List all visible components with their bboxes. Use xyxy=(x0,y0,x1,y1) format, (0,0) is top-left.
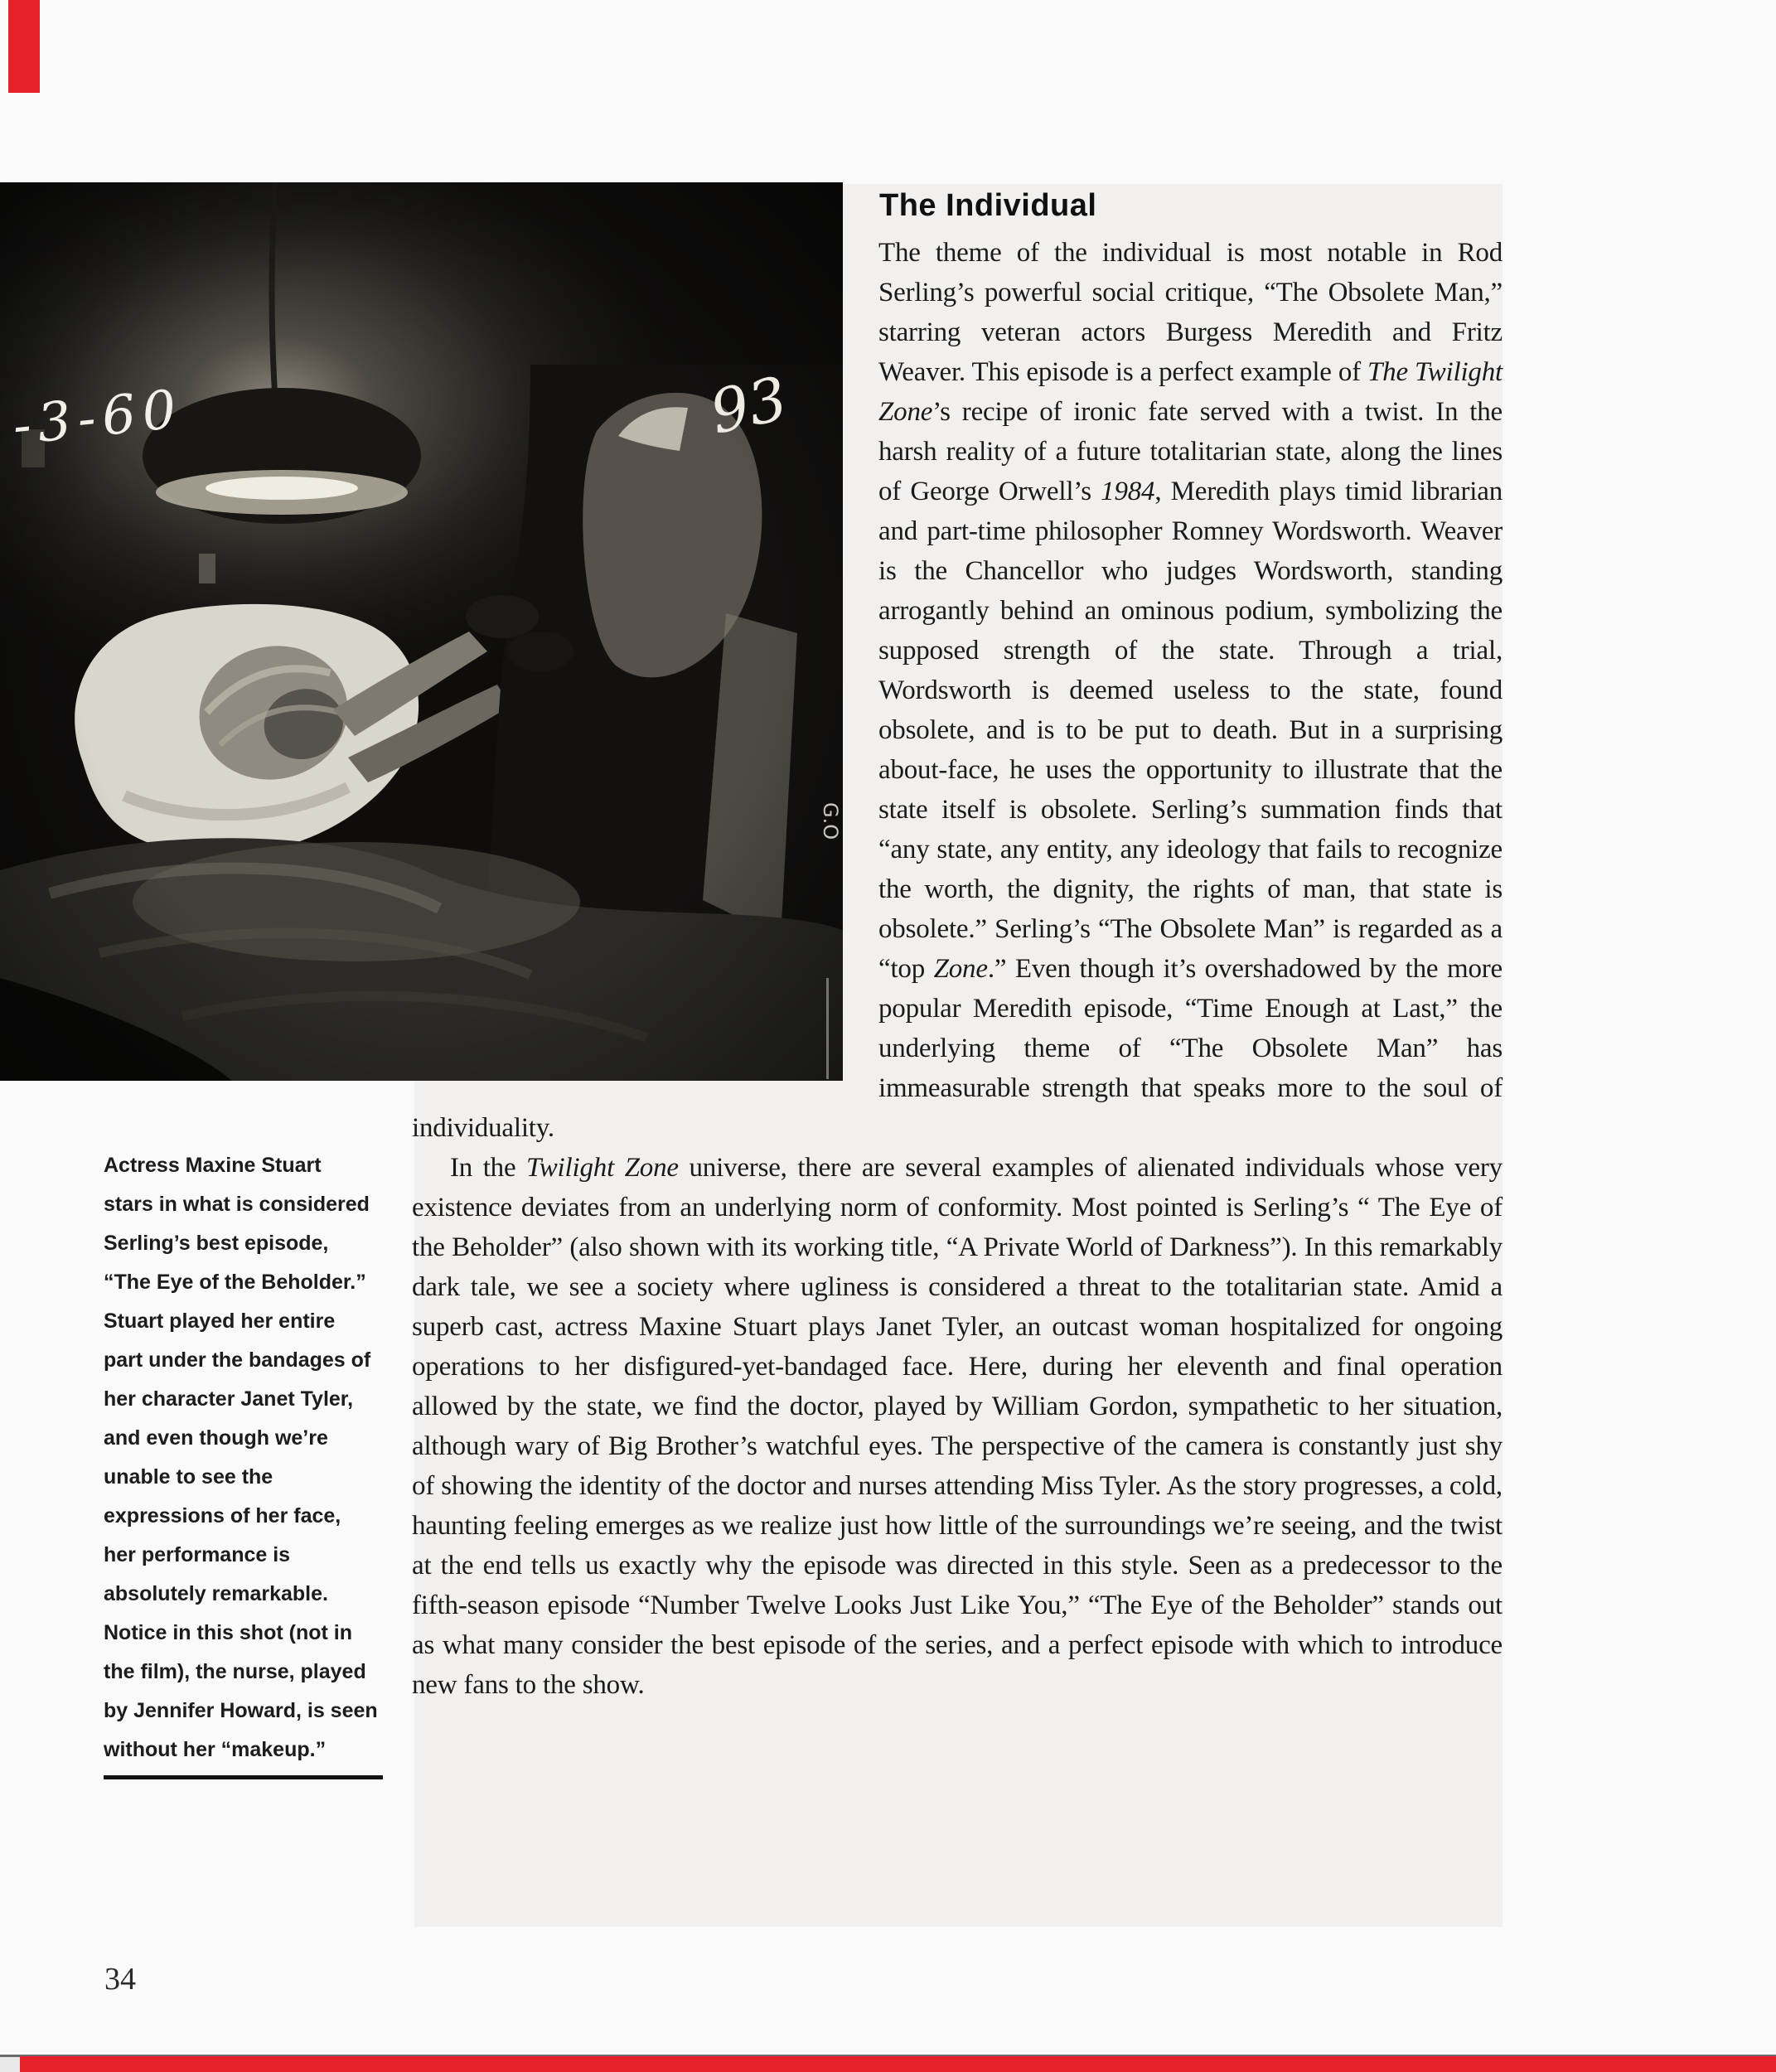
body-text-segment: .” Even though it’s overshadowed by the more popular Meredith episode, “Time Enough at Last,” the underlying theme of “The Obsolete Man” has immeasurable strength that speaks more to the soul of individuality. xyxy=(412,954,1503,1143)
caption-line: Actress Maxine Stuart xyxy=(104,1154,322,1177)
italic-title-text: Twilight Zone xyxy=(526,1153,679,1183)
caption-line: Serling’s best episode, xyxy=(104,1232,329,1255)
scan-red-strip-bottom xyxy=(20,2056,1776,2072)
caption-line: “The Eye of the Beholder.” xyxy=(104,1271,366,1294)
paragraph-eye-of-the-beholder xyxy=(412,1148,1503,1705)
body-text-segment: , Meredith plays timid librarian and part-time philosopher Romney Wordsworth. Weaver is the Chancellor who judges Wordsworth, standing arrogantly behind an ominous podium, symbolizing the supposed strength of the state. Through a trial, Wordsworth is deemed useless to the state, found obsolete, and is to be put to death. But in a surprising about-face, he uses the opportunity to illustrate that the state itself is obsolete. Serling’s summation finds that “any state, any entity, any ideology that fails to recognize the worth, the dignity, the rights of man, that state is obsolete.” Serling’s “The Obsolete Man” is regarded as a “top xyxy=(878,477,1503,984)
caption-line: by Jennifer Howard, is seen xyxy=(104,1699,378,1722)
caption-line: unable to see the xyxy=(104,1465,273,1489)
caption-line: her performance is xyxy=(104,1543,291,1566)
section-heading: The Individual xyxy=(879,188,1097,223)
caption-line: expressions of her face, xyxy=(104,1504,341,1527)
page-number: 34 xyxy=(104,1962,136,1997)
caption-line: Stuart played her entire xyxy=(104,1310,336,1333)
photo-caption xyxy=(104,1146,399,1769)
caption-line: and even though we’re xyxy=(104,1426,328,1450)
caption-line: stars in what is considered xyxy=(104,1193,370,1216)
caption-line: her character Janet Tyler, xyxy=(104,1387,354,1411)
caption-line: without her “makeup.” xyxy=(104,1738,327,1761)
body-text-segment: universe, there are several examples of alienated individuals whose very existence deviates from an underlying norm of conformity. Most pointed is Serling’s “ The Eye of the Beholder” (also shown with its working title, “A Private World of Darkness”). In this remarkably dark tale, we see a society where ugliness is considered a threat to the totalitarian state. Amid a superb cast, actress Maxine Stuart plays Janet Tyler, an outcast woman hospitalized for ongoing operations to her disfigured-yet-bandaged face. Here, during her eleventh and final operation allowed by the state, we find the doctor, played by William Gordon, sympathetic to her situation, although wary of Big Brother’s watchful eyes. The perspective of the camera is constantly just shy of showing the identity of the doctor and nurses attending Miss Tyler. As the story progresses, a cold, haunting feeling emerges as we realize just how little of the surroundings we’re seeing, and the twist at the end tells us exactly why the episode was directed in this style. Seen as a predecessor to the fifth-season episode “Number Twelve Looks Just Like You,” “The Eye of the Beholder” stands out as what many consider the best episode of the series, and a perfect episode with which to introduce new fans to the show. xyxy=(412,1153,1503,1700)
film-edge-mark: G.O xyxy=(819,802,842,840)
article-body xyxy=(412,233,1503,1705)
handwritten-date: -3-60 xyxy=(9,378,186,457)
italic-title-text: The Twilight Zone xyxy=(878,357,1503,427)
body-text-segment: The theme of the individual is most notable in Rod Serling’s powerful social critique, “The Obsolete Man,” starring veteran actors Burgess Meredith and Fritz Weaver. This episode is a perfect example of xyxy=(878,238,1503,387)
photo-spacer xyxy=(412,233,878,1103)
body-text-segment: In the xyxy=(450,1153,527,1183)
caption-line: absolutely remarkable. xyxy=(104,1582,328,1605)
caption-rule xyxy=(104,1775,383,1779)
handwritten-frame-number: 93 xyxy=(704,363,793,448)
scan-red-strip-top-left xyxy=(8,0,40,93)
caption-line: part under the bandages of xyxy=(104,1348,371,1372)
caption-line: Notice in this shot (not in xyxy=(104,1621,352,1644)
body-text-segment: ’s recipe of ironic fate served with a twist. In the harsh reality of a future totalitarian state, along the lines of George Orwell’s xyxy=(878,397,1503,506)
caption-line: the film), the nurse, played xyxy=(104,1660,366,1683)
italic-title-text: Zone xyxy=(933,954,988,984)
italic-title-text: 1984 xyxy=(1101,477,1155,506)
